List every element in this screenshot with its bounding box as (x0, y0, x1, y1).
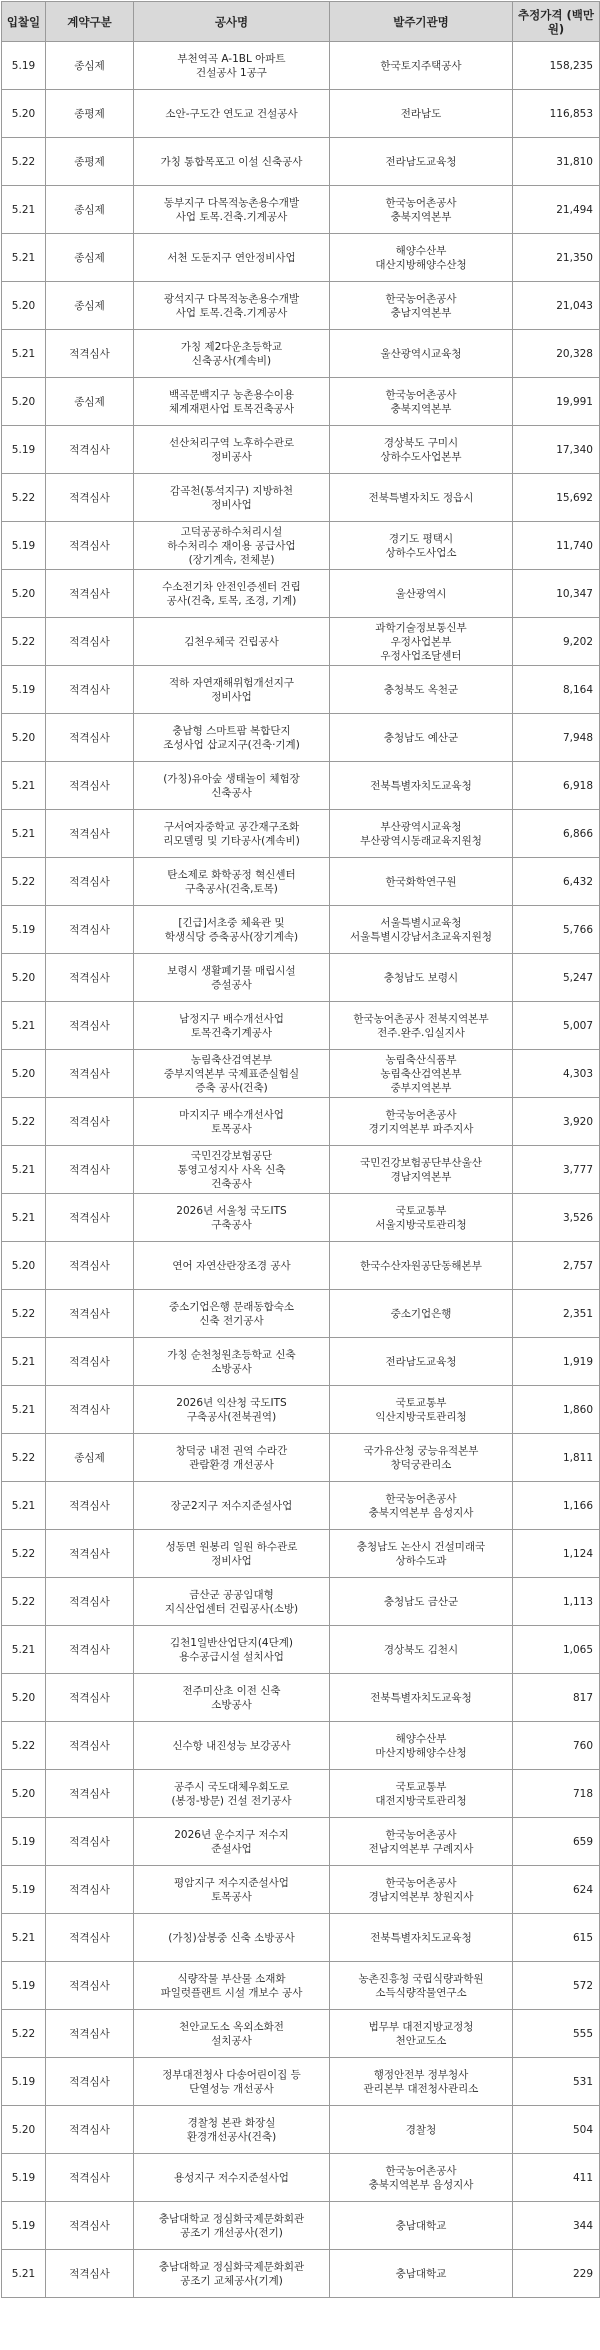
bid-date-cell: 5.22 (2, 474, 46, 522)
price-cell: 344 (513, 2202, 600, 2250)
agency-cell: 해양수산부 마산지방해양수산청 (330, 1722, 513, 1770)
header-estimated-price: 추정가격 (백만원) (513, 2, 600, 42)
table-row (2, 570, 600, 618)
header-ordering-agency: 발주기관명 (330, 2, 513, 42)
project-name-cell: 탄소제로 화학공정 혁신센터 구축공사(건축,토목) (134, 858, 330, 906)
contract-type-cell: 적격심사 (46, 1770, 134, 1818)
project-name-cell: 충남대학교 정심화국제문화회관 공조기 교체공사(기계) (134, 2250, 330, 2298)
agency-cell: 전라남도 (330, 90, 513, 138)
project-name-cell: 수소전기차 안전인증센터 건립 공사(건축, 토목, 조경, 기계) (134, 570, 330, 618)
contract-type-cell: 적격심사 (46, 1194, 134, 1242)
table-row (2, 330, 600, 378)
agency-cell: 부산광역시교육청 부산광역시동래교육지원청 (330, 810, 513, 858)
project-name-cell: 연어 자연산란장조경 공사 (134, 1242, 330, 1290)
bid-date-cell: 5.21 (2, 186, 46, 234)
project-name-cell: 김천우체국 건립공사 (134, 618, 330, 666)
contract-type-cell: 적격심사 (46, 2010, 134, 2058)
price-cell: 21,350 (513, 234, 600, 282)
contract-type-cell: 적격심사 (46, 2154, 134, 2202)
table-row (2, 2154, 600, 2202)
price-cell: 555 (513, 2010, 600, 2058)
project-name-cell: 2026년 익산청 국도ITS 구축공사(전북권역) (134, 1386, 330, 1434)
table-row (2, 858, 600, 906)
agency-cell: 농림축산식품부 농림축산검역본부 중부지역본부 (330, 1050, 513, 1098)
agency-cell: 한국농어촌공사 충북지역본부 음성지사 (330, 2154, 513, 2202)
agency-cell: 경기도 평택시 상하수도사업소 (330, 522, 513, 570)
contract-type-cell: 적격심사 (46, 906, 134, 954)
agency-cell: 충청남도 논산시 건설미래국 상하수도과 (330, 1530, 513, 1578)
price-cell: 531 (513, 2058, 600, 2106)
price-cell: 11,740 (513, 522, 600, 570)
contract-type-cell: 종평제 (46, 90, 134, 138)
project-name-cell: 선산처리구역 노후하수관로 정비공사 (134, 426, 330, 474)
project-name-cell: 마지지구 배수개선사업 토목공사 (134, 1098, 330, 1146)
table-row (2, 762, 600, 810)
contract-type-cell: 적격심사 (46, 2250, 134, 2298)
contract-type-cell: 적격심사 (46, 1338, 134, 1386)
table-row (2, 1866, 600, 1914)
table-row (2, 234, 600, 282)
agency-cell: 한국농어촌공사 전남지역본부 구례지사 (330, 1818, 513, 1866)
bid-date-cell: 5.20 (2, 1770, 46, 1818)
agency-cell: 국민건강보험공단부산울산 경남지역본부 (330, 1146, 513, 1194)
project-name-cell: 신수항 내진성능 보강공사 (134, 1722, 330, 1770)
table-row (2, 1050, 600, 1098)
agency-cell: 국토교통부 익산지방국토관리청 (330, 1386, 513, 1434)
bid-date-cell: 5.21 (2, 1386, 46, 1434)
contract-type-cell: 적격심사 (46, 1530, 134, 1578)
agency-cell: 한국농어촌공사 경기지역본부 파주지사 (330, 1098, 513, 1146)
table-row (2, 378, 600, 426)
agency-cell: 한국농어촌공사 충북지역본부 (330, 378, 513, 426)
project-name-cell: (가칭)유아숲 생태놀이 체험장 신축공사 (134, 762, 330, 810)
agency-cell: 전북특별자치도교육청 (330, 1914, 513, 1962)
price-cell: 21,494 (513, 186, 600, 234)
contract-type-cell: 종심제 (46, 1434, 134, 1482)
contract-type-cell: 적격심사 (46, 1242, 134, 1290)
contract-type-cell: 적격심사 (46, 858, 134, 906)
price-cell: 6,432 (513, 858, 600, 906)
table-row (2, 2250, 600, 2298)
agency-cell: 한국농어촌공사 충북지역본부 (330, 186, 513, 234)
bid-date-cell: 5.19 (2, 2202, 46, 2250)
agency-cell: 중소기업은행 (330, 1290, 513, 1338)
contract-type-cell: 적격심사 (46, 1002, 134, 1050)
bid-date-cell: 5.21 (2, 2250, 46, 2298)
agency-cell: 충청북도 옥천군 (330, 666, 513, 714)
agency-cell: 한국수산자원공단동해본부 (330, 1242, 513, 1290)
table-row (2, 1626, 600, 1674)
contract-type-cell: 종심제 (46, 186, 134, 234)
bid-date-cell: 5.21 (2, 1482, 46, 1530)
project-name-cell: 보령시 생활폐기물 매립시설 증설공사 (134, 954, 330, 1002)
project-name-cell: 천안교도소 옥외소화전 설치공사 (134, 2010, 330, 2058)
bid-date-cell: 5.21 (2, 762, 46, 810)
table-row (2, 1386, 600, 1434)
contract-type-cell: 적격심사 (46, 426, 134, 474)
table-row (2, 1194, 600, 1242)
agency-cell: 경상북도 김천시 (330, 1626, 513, 1674)
price-cell: 2,757 (513, 1242, 600, 1290)
table-row (2, 2010, 600, 2058)
project-name-cell: 중소기업은행 문래동합숙소 신축 전기공사 (134, 1290, 330, 1338)
contract-type-cell: 적격심사 (46, 1626, 134, 1674)
agency-cell: 울산광역시 (330, 570, 513, 618)
contract-type-cell: 적격심사 (46, 1962, 134, 2010)
agency-cell: 전북특별자치도교육청 (330, 762, 513, 810)
agency-cell: 한국화학연구원 (330, 858, 513, 906)
table-row (2, 2106, 600, 2154)
bid-date-cell: 5.19 (2, 1962, 46, 2010)
bid-date-cell: 5.21 (2, 1002, 46, 1050)
price-cell: 5,007 (513, 1002, 600, 1050)
project-name-cell: 가칭 통합목포고 이설 신축공사 (134, 138, 330, 186)
agency-cell: 해양수산부 대산지방해양수산청 (330, 234, 513, 282)
price-cell: 624 (513, 1866, 600, 1914)
table-row (2, 906, 600, 954)
bid-date-cell: 5.20 (2, 1050, 46, 1098)
table-row (2, 138, 600, 186)
project-name-cell: 가칭 순천청원초등학교 신축 소방공사 (134, 1338, 330, 1386)
bid-date-cell: 5.21 (2, 1146, 46, 1194)
table-row (2, 186, 600, 234)
bid-date-cell: 5.20 (2, 570, 46, 618)
agency-cell: 서울특별시교육청 서울특별시강남서초교육지원청 (330, 906, 513, 954)
table-row (2, 282, 600, 330)
contract-type-cell: 적격심사 (46, 1098, 134, 1146)
table-row (2, 1962, 600, 2010)
project-name-cell: 감곡천(통석지구) 지방하천 정비사업 (134, 474, 330, 522)
contract-type-cell: 적격심사 (46, 810, 134, 858)
project-name-cell: [긴급]서초중 체육관 및 학생식당 증축공사(장기계속) (134, 906, 330, 954)
bid-date-cell: 5.20 (2, 1674, 46, 1722)
contract-type-cell: 종심제 (46, 234, 134, 282)
bid-date-cell: 5.22 (2, 1722, 46, 1770)
contract-type-cell: 적격심사 (46, 954, 134, 1002)
bid-date-cell: 5.20 (2, 714, 46, 762)
agency-cell: 국토교통부 서울지방국토관리청 (330, 1194, 513, 1242)
price-cell: 19,991 (513, 378, 600, 426)
price-cell: 817 (513, 1674, 600, 1722)
table-row (2, 954, 600, 1002)
table-row (2, 666, 600, 714)
bid-date-cell: 5.19 (2, 42, 46, 90)
contract-type-cell: 적격심사 (46, 1386, 134, 1434)
project-name-cell: 농림축산검역본부 중부지역본부 국제표준실험실 증축 공사(건축) (134, 1050, 330, 1098)
project-name-cell: 성동면 원봉리 일원 하수관로 정비사업 (134, 1530, 330, 1578)
price-cell: 760 (513, 1722, 600, 1770)
contract-type-cell: 적격심사 (46, 1818, 134, 1866)
price-cell: 6,918 (513, 762, 600, 810)
bid-date-cell: 5.20 (2, 282, 46, 330)
agency-cell: 충청남도 예산군 (330, 714, 513, 762)
contract-type-cell: 적격심사 (46, 1722, 134, 1770)
contract-type-cell: 적격심사 (46, 1146, 134, 1194)
table-header-row (2, 2, 600, 42)
table-row (2, 1338, 600, 1386)
agency-cell: 법무부 대전지방교정청 천안교도소 (330, 2010, 513, 2058)
contract-type-cell: 적격심사 (46, 1914, 134, 1962)
price-cell: 1,811 (513, 1434, 600, 1482)
project-name-cell: 창덕궁 내전 권역 수라간 관람환경 개선공사 (134, 1434, 330, 1482)
price-cell: 21,043 (513, 282, 600, 330)
table-row (2, 1098, 600, 1146)
price-cell: 9,202 (513, 618, 600, 666)
project-name-cell: 구서여자중학교 공간재구조화 리모델링 및 기타공사(계속비) (134, 810, 330, 858)
bid-date-cell: 5.21 (2, 1194, 46, 1242)
table-row (2, 1914, 600, 1962)
project-name-cell: 2026년 운수지구 저수지 준설사업 (134, 1818, 330, 1866)
agency-cell: 국가유산청 궁능유적본부 창덕궁관리소 (330, 1434, 513, 1482)
table-row (2, 1434, 600, 1482)
contract-type-cell: 종평제 (46, 138, 134, 186)
agency-cell: 울산광역시교육청 (330, 330, 513, 378)
bid-table (1, 1, 600, 2298)
contract-type-cell: 적격심사 (46, 474, 134, 522)
contract-type-cell: 적격심사 (46, 2058, 134, 2106)
table-row (2, 1722, 600, 1770)
price-cell: 504 (513, 2106, 600, 2154)
price-cell: 4,303 (513, 1050, 600, 1098)
project-name-cell: 적하 자연재해위험개선지구 정비사업 (134, 666, 330, 714)
project-name-cell: 고덕공공하수처리시설 하수처리수 재이용 공급사업 (장기계속, 전체분) (134, 522, 330, 570)
price-cell: 3,526 (513, 1194, 600, 1242)
agency-cell: 경찰청 (330, 2106, 513, 2154)
agency-cell: 한국농어촌공사 경남지역본부 창원지사 (330, 1866, 513, 1914)
price-cell: 5,247 (513, 954, 600, 1002)
price-cell: 15,692 (513, 474, 600, 522)
project-name-cell: 국민건강보험공단 통영고성지사 사옥 신축 건축공사 (134, 1146, 330, 1194)
agency-cell: 경상북도 구미시 상하수도사업본부 (330, 426, 513, 474)
table-row (2, 2202, 600, 2250)
price-cell: 718 (513, 1770, 600, 1818)
table-row (2, 1770, 600, 1818)
bid-date-cell: 5.22 (2, 1290, 46, 1338)
contract-type-cell: 적격심사 (46, 1578, 134, 1626)
table-row (2, 810, 600, 858)
bid-date-cell: 5.22 (2, 618, 46, 666)
header-project-name: 공사명 (134, 2, 330, 42)
agency-cell: 충남대학교 (330, 2250, 513, 2298)
project-name-cell: 소안-구도간 연도교 건설공사 (134, 90, 330, 138)
table-row (2, 1146, 600, 1194)
price-cell: 158,235 (513, 42, 600, 90)
bid-date-cell: 5.21 (2, 810, 46, 858)
contract-type-cell: 적격심사 (46, 618, 134, 666)
project-name-cell: 충남형 스마트팜 복합단지 조성사업 삽교지구(건축·기계) (134, 714, 330, 762)
bid-date-cell: 5.21 (2, 234, 46, 282)
contract-type-cell: 적격심사 (46, 522, 134, 570)
project-name-cell: 광석지구 다목적농촌용수개발 사업 토목.건축.기계공사 (134, 282, 330, 330)
price-cell: 1,124 (513, 1530, 600, 1578)
contract-type-cell: 적격심사 (46, 1866, 134, 1914)
contract-type-cell: 적격심사 (46, 330, 134, 378)
table-row (2, 1530, 600, 1578)
project-name-cell: (가칭)삼봉중 신축 소방공사 (134, 1914, 330, 1962)
agency-cell: 한국농어촌공사 충남지역본부 (330, 282, 513, 330)
bid-date-cell: 5.22 (2, 1098, 46, 1146)
price-cell: 3,920 (513, 1098, 600, 1146)
agency-cell: 한국농어촌공사 충북지역본부 음성지사 (330, 1482, 513, 1530)
table-row (2, 1290, 600, 1338)
contract-type-cell: 적격심사 (46, 570, 134, 618)
price-cell: 411 (513, 2154, 600, 2202)
agency-cell: 국토교통부 대전지방국토관리청 (330, 1770, 513, 1818)
price-cell: 1,065 (513, 1626, 600, 1674)
price-cell: 229 (513, 2250, 600, 2298)
contract-type-cell: 종심제 (46, 378, 134, 426)
header-contract-type: 계약구분 (46, 2, 134, 42)
contract-type-cell: 적격심사 (46, 714, 134, 762)
bid-date-cell: 5.22 (2, 1530, 46, 1578)
price-cell: 17,340 (513, 426, 600, 474)
agency-cell: 전북특별자치도 정읍시 (330, 474, 513, 522)
contract-type-cell: 적격심사 (46, 1290, 134, 1338)
agency-cell: 충남대학교 (330, 2202, 513, 2250)
table-row (2, 426, 600, 474)
bid-date-cell: 5.20 (2, 954, 46, 1002)
agency-cell: 농촌진흥청 국립식량과학원 소득식량작물연구소 (330, 1962, 513, 2010)
bid-date-cell: 5.19 (2, 426, 46, 474)
bid-date-cell: 5.20 (2, 378, 46, 426)
project-name-cell: 2026년 서울청 국도ITS 구축공사 (134, 1194, 330, 1242)
price-cell: 572 (513, 1962, 600, 2010)
project-name-cell: 충남대학교 정심화국제문화회관 공조기 개선공사(전기) (134, 2202, 330, 2250)
price-cell: 3,777 (513, 1146, 600, 1194)
bid-date-cell: 5.19 (2, 666, 46, 714)
table-row (2, 714, 600, 762)
bid-date-cell: 5.19 (2, 1866, 46, 1914)
bid-date-cell: 5.19 (2, 1818, 46, 1866)
price-cell: 20,328 (513, 330, 600, 378)
project-name-cell: 서천 도둔지구 연안정비사업 (134, 234, 330, 282)
project-name-cell: 남정지구 배수개선사업 토목건축기계공사 (134, 1002, 330, 1050)
price-cell: 1,113 (513, 1578, 600, 1626)
project-name-cell: 공주시 국도대체우회도로 (봉정-방문) 건설 전기공사 (134, 1770, 330, 1818)
project-name-cell: 금산군 공공임대형 지식산업센터 건립공사(소방) (134, 1578, 330, 1626)
bid-date-cell: 5.19 (2, 2058, 46, 2106)
table-row (2, 474, 600, 522)
bid-date-cell: 5.19 (2, 906, 46, 954)
price-cell: 1,860 (513, 1386, 600, 1434)
contract-type-cell: 적격심사 (46, 1674, 134, 1722)
price-cell: 8,164 (513, 666, 600, 714)
agency-cell: 충청남도 금산군 (330, 1578, 513, 1626)
project-name-cell: 전주미산초 이전 신축 소방공사 (134, 1674, 330, 1722)
agency-cell: 충청남도 보령시 (330, 954, 513, 1002)
project-name-cell: 김천1일반산업단지(4단계) 용수공급시설 설치사업 (134, 1626, 330, 1674)
agency-cell: 행정안전부 정부청사 관리본부 대전청사관리소 (330, 2058, 513, 2106)
agency-cell: 전라남도교육청 (330, 138, 513, 186)
bid-date-cell: 5.19 (2, 522, 46, 570)
table-row (2, 1818, 600, 1866)
bid-date-cell: 5.20 (2, 1242, 46, 1290)
agency-cell: 한국토지주택공사 (330, 42, 513, 90)
price-cell: 116,853 (513, 90, 600, 138)
bid-date-cell: 5.22 (2, 138, 46, 186)
contract-type-cell: 적격심사 (46, 2106, 134, 2154)
price-cell: 31,810 (513, 138, 600, 186)
header-bid-date: 입찰일 (2, 2, 46, 42)
price-cell: 659 (513, 1818, 600, 1866)
project-name-cell: 정부대전청사 다송어린이집 등 단열성능 개선공사 (134, 2058, 330, 2106)
price-cell: 2,351 (513, 1290, 600, 1338)
project-name-cell: 부천역곡 A-1BL 아파트 건설공사 1공구 (134, 42, 330, 90)
project-name-cell: 장군2지구 저수지준설사업 (134, 1482, 330, 1530)
table-row (2, 1674, 600, 1722)
table-row (2, 1002, 600, 1050)
table-row (2, 2058, 600, 2106)
table-row (2, 618, 600, 666)
project-name-cell: 경찰청 본관 화장실 환경개선공사(건축) (134, 2106, 330, 2154)
bid-date-cell: 5.21 (2, 1914, 46, 1962)
table-row (2, 1578, 600, 1626)
project-name-cell: 평암지구 저수지준설사업 토목공사 (134, 1866, 330, 1914)
agency-cell: 한국농어촌공사 전북지역본부 전주.완주.임실지사 (330, 1002, 513, 1050)
price-cell: 10,347 (513, 570, 600, 618)
bid-date-cell: 5.20 (2, 90, 46, 138)
contract-type-cell: 적격심사 (46, 762, 134, 810)
project-name-cell: 백곡문백지구 농촌용수이용 체계재편사업 토목건축공사 (134, 378, 330, 426)
bid-date-cell: 5.22 (2, 858, 46, 906)
contract-type-cell: 적격심사 (46, 2202, 134, 2250)
price-cell: 7,948 (513, 714, 600, 762)
table-row (2, 90, 600, 138)
bid-date-cell: 5.22 (2, 1578, 46, 1626)
price-cell: 1,919 (513, 1338, 600, 1386)
price-cell: 1,166 (513, 1482, 600, 1530)
project-name-cell: 가칭 제2다운초등학교 신축공사(계속비) (134, 330, 330, 378)
agency-cell: 과학기술정보통신부 우정사업본부 우정사업조달센터 (330, 618, 513, 666)
bid-date-cell: 5.21 (2, 330, 46, 378)
contract-type-cell: 종심제 (46, 282, 134, 330)
price-cell: 615 (513, 1914, 600, 1962)
contract-type-cell: 적격심사 (46, 666, 134, 714)
bid-date-cell: 5.19 (2, 2154, 46, 2202)
table-row (2, 1482, 600, 1530)
project-name-cell: 용성지구 저수지준설사업 (134, 2154, 330, 2202)
project-name-cell: 동부지구 다목적농촌용수개발 사업 토목.건축.기계공사 (134, 186, 330, 234)
agency-cell: 전북특별자치도교육청 (330, 1674, 513, 1722)
bid-date-cell: 5.22 (2, 1434, 46, 1482)
price-cell: 5,766 (513, 906, 600, 954)
contract-type-cell: 적격심사 (46, 1050, 134, 1098)
bid-date-cell: 5.22 (2, 2010, 46, 2058)
project-name-cell: 식량작물 부산물 소재화 파일럿플랜트 시설 개보수 공사 (134, 1962, 330, 2010)
table-row (2, 1242, 600, 1290)
bid-date-cell: 5.21 (2, 1626, 46, 1674)
price-cell: 6,866 (513, 810, 600, 858)
table-row (2, 42, 600, 90)
agency-cell: 전라남도교육청 (330, 1338, 513, 1386)
contract-type-cell: 종심제 (46, 42, 134, 90)
table-row (2, 522, 600, 570)
bid-date-cell: 5.20 (2, 2106, 46, 2154)
bid-date-cell: 5.21 (2, 1338, 46, 1386)
contract-type-cell: 적격심사 (46, 1482, 134, 1530)
